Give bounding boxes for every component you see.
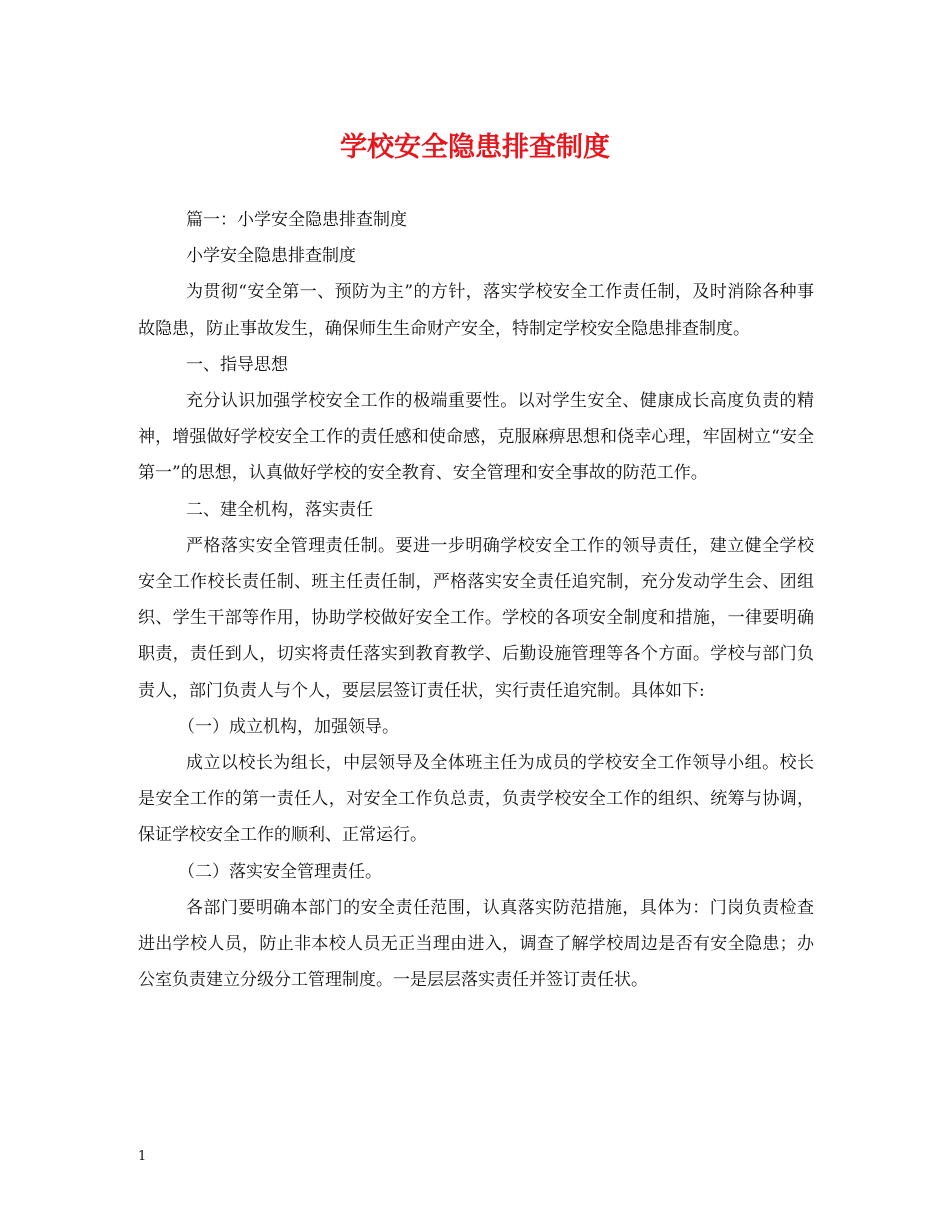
page-number: 1 (138, 1149, 147, 1164)
section-heading-part-one: 篇一：小学安全隐患排查制度 (186, 210, 407, 230)
subheading-implement-responsibility: （二）落实安全管理责任。 (178, 861, 382, 882)
intro-paragraph: 为贯彻“安全第一、预防为主”的方针，落实学校安全工作责任制，及时消除各种事故隐患，防止事故发生，确保师生生命财产安全，特制定学校安全隐患排查制度。 (138, 282, 814, 339)
heading-guiding-ideology: 一、指导思想 (186, 354, 288, 375)
document-title: 学校安全隐患排查制度 (340, 132, 610, 163)
responsibility-paragraph: 严格落实安全管理责任制。要进一步明确学校安全工作的领导责任，建立健全学校安全工作校长责任制、班主任责任制，严格落实安全责任追究制，充分发动学生会、团组织、学生干部等作用，协助学校做好安全工作。学校的各项安全制度和措施，一律要明确职责，责任到人，切实将责任落实到教育教学、后勤设施管理等各个方面。学校与部门负责人，部门负责人与个人，要层层签订责任状，实行责任追究制。具体如下: (138, 535, 814, 701)
document-body (138, 202, 814, 998)
subheading-set-up-organization: （一）成立机构，加强领导。 (178, 716, 399, 737)
leadership-group-paragraph: 成立以校长为组长，中层领导及全体班主任为成员的学校安全工作领导小组。校长是安全工作的第一责任人，对安全工作负总责，负责学校安全工作的组织、统筹与协调，保证学校安全工作的顺利、正常运行。 (138, 753, 814, 846)
department-responsibility-paragraph: 各部门要明确本部门的安全责任范围，认真落实防范措施，具体为：门岗负责检查进出学校人员，防止非本校人员无正当理由进入，调查了解学校周边是否有安全隐患；办公室负责建立分级分工管理制度。一是层层落实责任并签订责任状。 (138, 897, 814, 991)
guiding-ideology-paragraph: 充分认识加强学校安全工作的极端重要性。以对学生安全、健康成长高度负责的精神，增强做好学校安全工作的责任感和使命感，克服麻痹思想和侥幸心理，牢固树立“安全第一”的思想，认真做好学校的安全教育、安全管理和安全事故的防范工作。 (138, 391, 814, 484)
subtitle: 小学安全隐患排查制度 (186, 246, 356, 267)
heading-establish-organization: 二、建全机构，落实责任 (186, 499, 373, 520)
